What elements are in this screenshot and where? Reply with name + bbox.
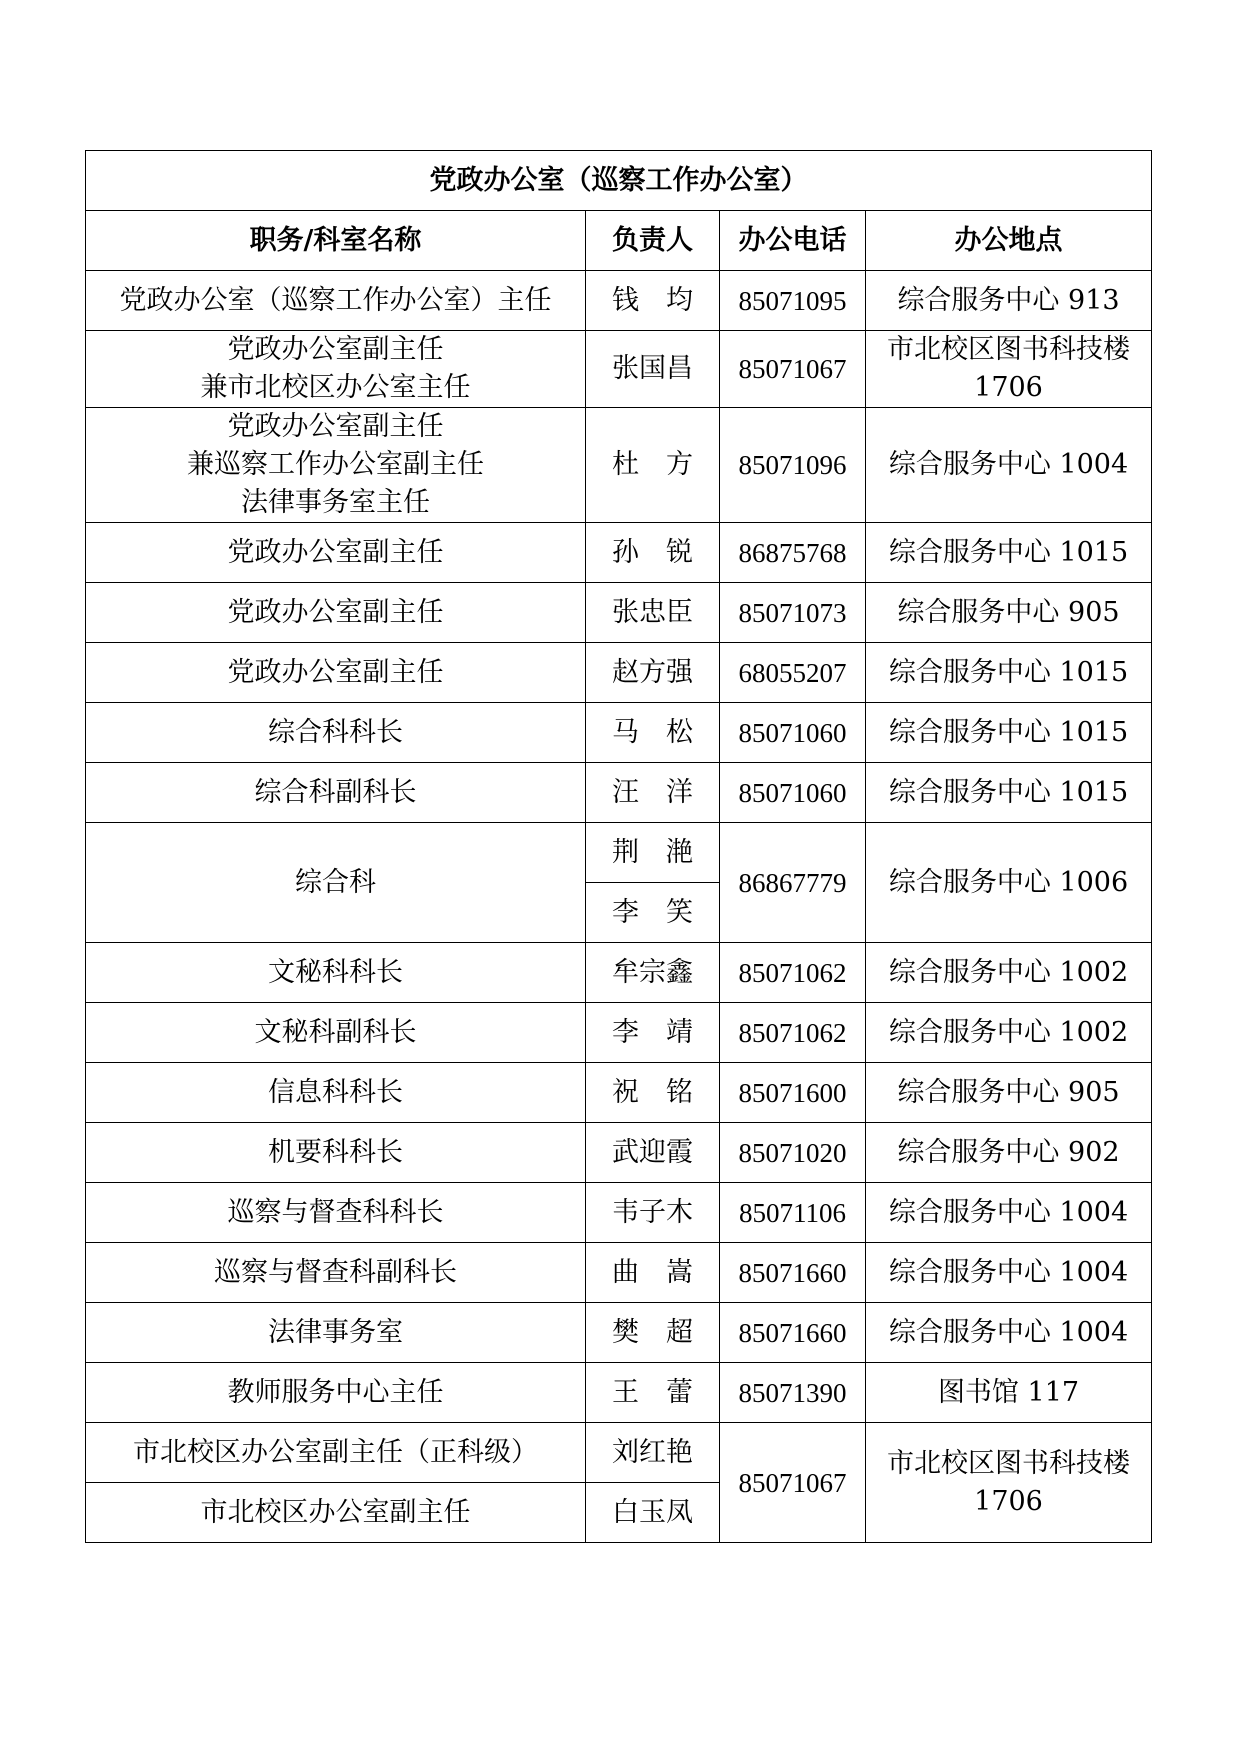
location-cell	[866, 703, 1152, 763]
table-row	[86, 271, 1152, 331]
cell-line: 1706	[974, 1485, 1043, 1517]
table-row	[86, 1423, 1152, 1483]
cell-line: 党政办公室副主任	[227, 596, 444, 628]
cell-line: 综合服务中心 902	[897, 1136, 1120, 1168]
cell-line: 综合服务中心 913	[897, 284, 1120, 316]
cell-line: 信息科科长	[268, 1076, 403, 1108]
cell-line: 综合服务中心 1015	[888, 716, 1129, 748]
person-cell: 李 靖	[586, 1003, 720, 1063]
location-cell	[866, 1363, 1152, 1423]
phone-cell: 85071067	[720, 331, 866, 408]
role-cell: 市北校区办公室副主任（正科级）	[86, 1423, 586, 1483]
cell-line: 1706	[974, 372, 1043, 403]
person-cell: 张忠臣	[586, 583, 720, 643]
table-row	[86, 1243, 1152, 1303]
title-row	[86, 151, 1152, 211]
location-cell	[866, 583, 1152, 643]
cell-line: 综合服务中心 1004	[888, 1316, 1129, 1348]
role-cell	[86, 408, 586, 523]
table-row	[86, 408, 1152, 523]
phone-cell: 85071060	[720, 763, 866, 823]
cell-line: 兼巡察工作办公室副主任	[187, 449, 484, 480]
cell-line: 教师服务中心主任	[227, 1376, 444, 1408]
cell-line: 法律事务室	[268, 1316, 403, 1348]
cell-line: 综合服务中心 1015	[888, 776, 1129, 808]
person-cell: 曲 嵩	[586, 1243, 720, 1303]
role-cell	[86, 1243, 586, 1303]
location-cell	[866, 1063, 1152, 1123]
cell-line: 综合服务中心 1002	[888, 956, 1129, 988]
table-row	[86, 1183, 1152, 1243]
phone-cell: 85071062	[720, 943, 866, 1003]
location-cell	[866, 1303, 1152, 1363]
phone-cell: 85071067	[720, 1423, 866, 1543]
header-role: 职务/科室名称	[86, 211, 586, 271]
cell-line: 法律事务室主任	[241, 487, 430, 518]
cell-line: 党政办公室副主任	[227, 536, 444, 568]
header-location: 办公地点	[866, 211, 1152, 271]
cell-line: 综合服务中心 1004	[888, 449, 1129, 480]
person-cell: 刘红艳	[586, 1423, 720, 1483]
table-row	[86, 1123, 1152, 1183]
table-row	[86, 1003, 1152, 1063]
location-cell	[866, 408, 1152, 523]
table-row	[86, 583, 1152, 643]
cell-line: 市北校区图书科技楼	[887, 334, 1130, 365]
person-cell: 钱 均	[586, 271, 720, 331]
location-cell	[866, 1243, 1152, 1303]
table-row	[86, 523, 1152, 583]
table-body	[86, 271, 1152, 1543]
location-cell	[866, 1123, 1152, 1183]
cell-line: 综合服务中心 1004	[888, 1256, 1129, 1288]
cell-line: 综合服务中心 1004	[888, 1196, 1129, 1228]
office-directory-table	[85, 150, 1152, 1543]
role-cell	[86, 523, 586, 583]
table-row	[86, 331, 1152, 408]
person-cell: 赵方强	[586, 643, 720, 703]
cell-line: 党政办公室副主任	[227, 334, 444, 365]
location-cell	[866, 763, 1152, 823]
table-row	[86, 943, 1152, 1003]
phone-cell: 85071095	[720, 271, 866, 331]
person-cell: 韦子木	[586, 1183, 720, 1243]
phone-cell: 85071600	[720, 1063, 866, 1123]
cell-line: 综合科	[295, 866, 376, 898]
table-row	[86, 1063, 1152, 1123]
cell-line: 综合服务中心 1015	[888, 536, 1129, 568]
cell-line: 综合服务中心 1002	[888, 1016, 1129, 1048]
header-row	[86, 211, 1152, 271]
role-cell	[86, 1183, 586, 1243]
header-phone: 办公电话	[720, 211, 866, 271]
header-person: 负责人	[586, 211, 720, 271]
role-cell	[86, 1363, 586, 1423]
cell-line: 综合服务中心 905	[897, 596, 1120, 628]
role-cell	[86, 1123, 586, 1183]
cell-line: 党政办公室（巡察工作办公室）主任	[119, 284, 552, 316]
cell-line: 兼市北校区办公室主任	[200, 372, 471, 403]
cell-line: 文秘科科长	[268, 956, 403, 988]
role-cell	[86, 271, 586, 331]
location-cell	[866, 823, 1152, 943]
cell-line: 市北校区图书科技楼	[887, 1447, 1130, 1479]
person-cell: 马 松	[586, 703, 720, 763]
location-cell	[866, 943, 1152, 1003]
person-cell: 张国昌	[586, 331, 720, 408]
cell-line: 党政办公室副主任	[227, 656, 444, 688]
cell-line: 综合服务中心 905	[897, 1076, 1120, 1108]
cell-line: 文秘科副科长	[254, 1016, 417, 1048]
role-cell	[86, 1003, 586, 1063]
role-cell	[86, 1303, 586, 1363]
phone-cell: 68055207	[720, 643, 866, 703]
cell-line: 巡察与督查科副科长	[214, 1256, 457, 1288]
role-cell	[86, 583, 586, 643]
role-cell	[86, 703, 586, 763]
person-cell: 王 蕾	[586, 1363, 720, 1423]
person-cell: 杜 方	[586, 408, 720, 523]
table-row	[86, 823, 1152, 883]
role-cell	[86, 331, 586, 408]
table-row	[86, 703, 1152, 763]
role-cell: 市北校区办公室副主任	[86, 1483, 586, 1543]
phone-cell: 85071062	[720, 1003, 866, 1063]
person-cell: 牟宗鑫	[586, 943, 720, 1003]
role-cell	[86, 823, 586, 943]
phone-cell: 85071060	[720, 703, 866, 763]
person-cell: 荆 滟	[586, 823, 720, 883]
phone-cell: 85071390	[720, 1363, 866, 1423]
person-cell: 武迎霞	[586, 1123, 720, 1183]
phone-cell: 85071073	[720, 583, 866, 643]
person-cell: 白玉凤	[586, 1483, 720, 1543]
cell-line: 综合服务中心 1015	[888, 656, 1129, 688]
table-row	[86, 763, 1152, 823]
cell-line: 党政办公室副主任	[227, 411, 444, 442]
location-cell	[866, 523, 1152, 583]
role-cell	[86, 1063, 586, 1123]
location-cell	[866, 1183, 1152, 1243]
role-cell	[86, 643, 586, 703]
phone-cell: 85071106	[720, 1183, 866, 1243]
phone-cell: 85071020	[720, 1123, 866, 1183]
phone-cell: 86875768	[720, 523, 866, 583]
person-cell: 孙 锐	[586, 523, 720, 583]
person-cell: 樊 超	[586, 1303, 720, 1363]
location-cell	[866, 1003, 1152, 1063]
phone-cell: 85071660	[720, 1303, 866, 1363]
cell-line: 机要科科长	[268, 1136, 403, 1168]
role-cell	[86, 763, 586, 823]
table-row	[86, 1363, 1152, 1423]
table-row	[86, 643, 1152, 703]
cell-line: 图书馆 117	[937, 1376, 1080, 1408]
location-cell	[866, 643, 1152, 703]
cell-line: 综合科科长	[268, 716, 403, 748]
table-title: 党政办公室（巡察工作办公室）	[86, 151, 1152, 211]
location-cell	[866, 331, 1152, 408]
person-cell: 李 笑	[586, 883, 720, 943]
person-cell: 汪 洋	[586, 763, 720, 823]
cell-line: 综合科副科长	[254, 776, 417, 808]
phone-cell: 85071660	[720, 1243, 866, 1303]
cell-line: 巡察与督查科科长	[227, 1196, 444, 1228]
cell-line: 综合服务中心 1006	[888, 866, 1129, 898]
person-cell: 祝 铭	[586, 1063, 720, 1123]
phone-cell: 85071096	[720, 408, 866, 523]
location-cell	[866, 1423, 1152, 1543]
table-row	[86, 1303, 1152, 1363]
location-cell	[866, 271, 1152, 331]
role-cell	[86, 943, 586, 1003]
phone-cell: 86867779	[720, 823, 866, 943]
